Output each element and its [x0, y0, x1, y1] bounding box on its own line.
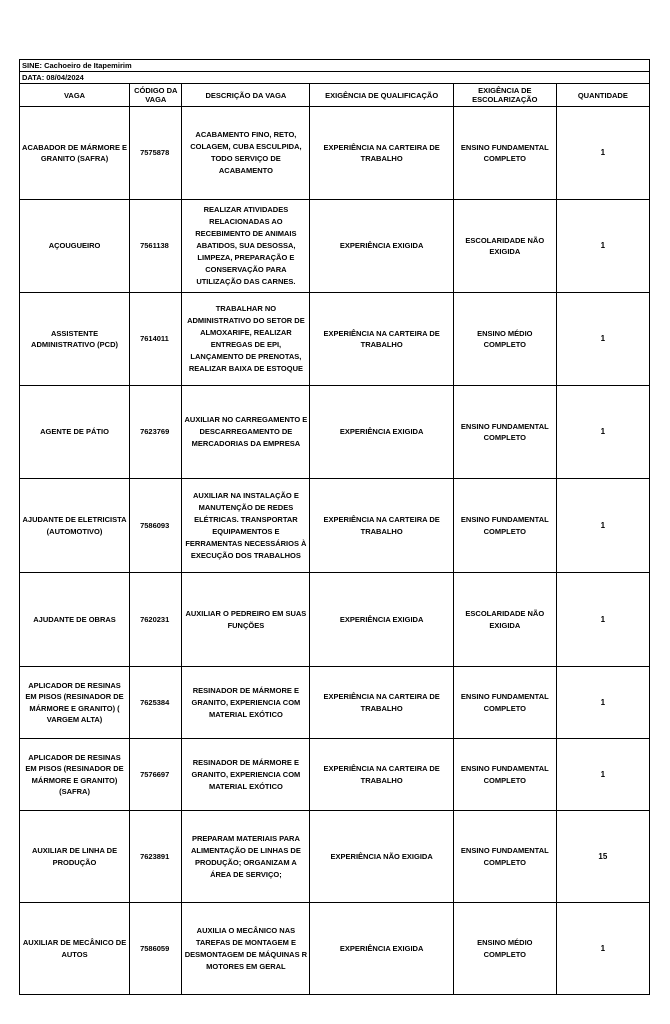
cell-qualificacao: EXPERIÊNCIA EXIGIDA: [310, 903, 454, 995]
job-listing-sheet: [19, 59, 650, 995]
cell-vaga: ASSISTENTE ADMINISTRATIVO (PCD): [20, 293, 130, 386]
cell-vaga: AGENTE DE PÁTIO: [20, 386, 130, 479]
cell-codigo: 7586093: [130, 479, 182, 573]
table-header-row: [20, 84, 650, 107]
cell-vaga: AÇOUGUEIRO: [20, 200, 130, 293]
cell-codigo: 7561138: [130, 200, 182, 293]
cell-quantidade: 1: [556, 293, 649, 386]
column-header-vaga: VAGA: [20, 84, 130, 107]
cell-quantidade: 1: [556, 903, 649, 995]
cell-descricao: ACABAMENTO FINO, RETO, COLAGEM, CUBA ESCULPIDA, TODO SERVIÇO DE ACABAMENTO: [182, 107, 310, 200]
cell-escolarizacao: ENSINO FUNDAMENTAL COMPLETO: [453, 479, 556, 573]
cell-codigo: 7576697: [130, 739, 182, 811]
table-row: [20, 667, 650, 739]
cell-quantidade: 1: [556, 667, 649, 739]
cell-qualificacao: EXPERIÊNCIA EXIGIDA: [310, 573, 454, 667]
cell-codigo: 7623769: [130, 386, 182, 479]
table-row: [20, 386, 650, 479]
cell-escolarizacao: ENSINO FUNDAMENTAL COMPLETO: [453, 739, 556, 811]
cell-escolarizacao: ENSINO MÉDIO COMPLETO: [453, 293, 556, 386]
cell-quantidade: 1: [556, 479, 649, 573]
cell-qualificacao: EXPERIÊNCIA NA CARTEIRA DE TRABALHO: [310, 293, 454, 386]
column-header-codigo: CÓDIGO DA VAGA: [130, 84, 182, 107]
cell-vaga: ACABADOR DE MÁRMORE E GRANITO (SAFRA): [20, 107, 130, 200]
cell-descricao: AUXILIAR NA INSTALAÇÃO E MANUTENÇÃO DE REDES ELÉTRICAS. TRANSPORTAR EQUIPAMENTOS E FERRAMENTAS NECESSÁRIOS À EXECUÇÃO DOS TRABALHOS: [182, 479, 310, 573]
column-header-quantidade: QUANTIDADE: [556, 84, 649, 107]
cell-descricao: AUXILIAR NO CARREGAMENTO E DESCARREGAMENTO DE MERCADORIAS DA EMPRESA: [182, 386, 310, 479]
table-row: [20, 903, 650, 995]
column-header-qualificacao: EXIGÊNCIA DE QUALIFICAÇÃO: [310, 84, 454, 107]
cell-vaga: APLICADOR DE RESINAS EM PISOS (RESINADOR DE MÁRMORE E GRANITO) ( VARGEM ALTA): [20, 667, 130, 739]
cell-qualificacao: EXPERIÊNCIA EXIGIDA: [310, 200, 454, 293]
cell-quantidade: 1: [556, 107, 649, 200]
cell-descricao: PREPARAM MATERIAIS PARA ALIMENTAÇÃO DE LINHAS DE PRODUÇÃO; ORGANIZAM A ÁREA DE SERVIÇO;: [182, 811, 310, 903]
table-row: [20, 739, 650, 811]
vacancies-table: [19, 83, 650, 995]
cell-escolarizacao: ENSINO FUNDAMENTAL COMPLETO: [453, 811, 556, 903]
cell-quantidade: 1: [556, 739, 649, 811]
cell-vaga: AUXILIAR DE MECÂNICO DE AUTOS: [20, 903, 130, 995]
cell-vaga: AJUDANTE DE ELETRICISTA (AUTOMOTIVO): [20, 479, 130, 573]
table-row: [20, 479, 650, 573]
cell-vaga: AUXILIAR DE LINHA DE PRODUÇÃO: [20, 811, 130, 903]
cell-descricao: RESINADOR DE MÁRMORE E GRANITO, EXPERIENCIA COM MATERIAL EXÓTICO: [182, 667, 310, 739]
cell-descricao: RESINADOR DE MÁRMORE E GRANITO, EXPERIENCIA COM MATERIAL EXÓTICO: [182, 739, 310, 811]
table-row: [20, 811, 650, 903]
cell-codigo: 7575878: [130, 107, 182, 200]
cell-codigo: 7625384: [130, 667, 182, 739]
cell-vaga: AJUDANTE DE OBRAS: [20, 573, 130, 667]
cell-codigo: 7586059: [130, 903, 182, 995]
table-row: [20, 107, 650, 200]
cell-escolarizacao: ENSINO FUNDAMENTAL COMPLETO: [453, 386, 556, 479]
cell-quantidade: 15: [556, 811, 649, 903]
cell-qualificacao: EXPERIÊNCIA NÃO EXIGIDA: [310, 811, 454, 903]
cell-escolarizacao: ENSINO FUNDAMENTAL COMPLETO: [453, 107, 556, 200]
cell-escolarizacao: ENSINO FUNDAMENTAL COMPLETO: [453, 667, 556, 739]
cell-codigo: 7614011: [130, 293, 182, 386]
sine-location: SINE: Cachoeiro de Itapemirim: [19, 59, 650, 71]
cell-quantidade: 1: [556, 200, 649, 293]
cell-quantidade: 1: [556, 573, 649, 667]
cell-escolarizacao: ESCOLARIDADE NÃO EXIGIDA: [453, 573, 556, 667]
cell-escolarizacao: ENSINO MÉDIO COMPLETO: [453, 903, 556, 995]
cell-descricao: TRABALHAR NO ADMINISTRATIVO DO SETOR DE ALMOXARIFE, REALIZAR ENTREGAS DE EPI, LANÇAMENTO DE PRENOTAS, REALIZAR BAIXA DE ESTOQUE: [182, 293, 310, 386]
cell-qualificacao: EXPERIÊNCIA NA CARTEIRA DE TRABALHO: [310, 667, 454, 739]
cell-descricao: REALIZAR ATIVIDADES RELACIONADAS AO RECEBIMENTO DE ANIMAIS ABATIDOS, SUA DESOSSA, LIMPEZA, PREPARAÇÃO E CONSERVAÇÃO PARA UTILIZAÇÃO DAS CARNES.: [182, 200, 310, 293]
cell-codigo: 7623891: [130, 811, 182, 903]
cell-codigo: 7620231: [130, 573, 182, 667]
table-row: [20, 573, 650, 667]
cell-quantidade: 1: [556, 386, 649, 479]
cell-escolarizacao: ESCOLARIDADE NÃO EXIGIDA: [453, 200, 556, 293]
column-header-descricao: DESCRIÇÃO DA VAGA: [182, 84, 310, 107]
cell-qualificacao: EXPERIÊNCIA NA CARTEIRA DE TRABALHO: [310, 479, 454, 573]
cell-qualificacao: EXPERIÊNCIA NA CARTEIRA DE TRABALHO: [310, 739, 454, 811]
cell-vaga: APLICADOR DE RESINAS EM PISOS (RESINADOR DE MÁRMORE E GRANITO) (SAFRA): [20, 739, 130, 811]
cell-descricao: AUXILIA O MECÂNICO NAS TAREFAS DE MONTAGEM E DESMONTAGEM DE MÁQUINAS R MOTORES EM GERAL: [182, 903, 310, 995]
table-row: [20, 293, 650, 386]
cell-descricao: AUXILIAR O PEDREIRO EM SUAS FUNÇÕES: [182, 573, 310, 667]
cell-qualificacao: EXPERIÊNCIA NA CARTEIRA DE TRABALHO: [310, 107, 454, 200]
table-row: [20, 200, 650, 293]
listing-date: DATA: 08/04/2024: [19, 71, 650, 83]
column-header-escolarizacao: EXIGÊNCIA DE ESCOLARIZAÇÃO: [453, 84, 556, 107]
cell-qualificacao: EXPERIÊNCIA EXIGIDA: [310, 386, 454, 479]
